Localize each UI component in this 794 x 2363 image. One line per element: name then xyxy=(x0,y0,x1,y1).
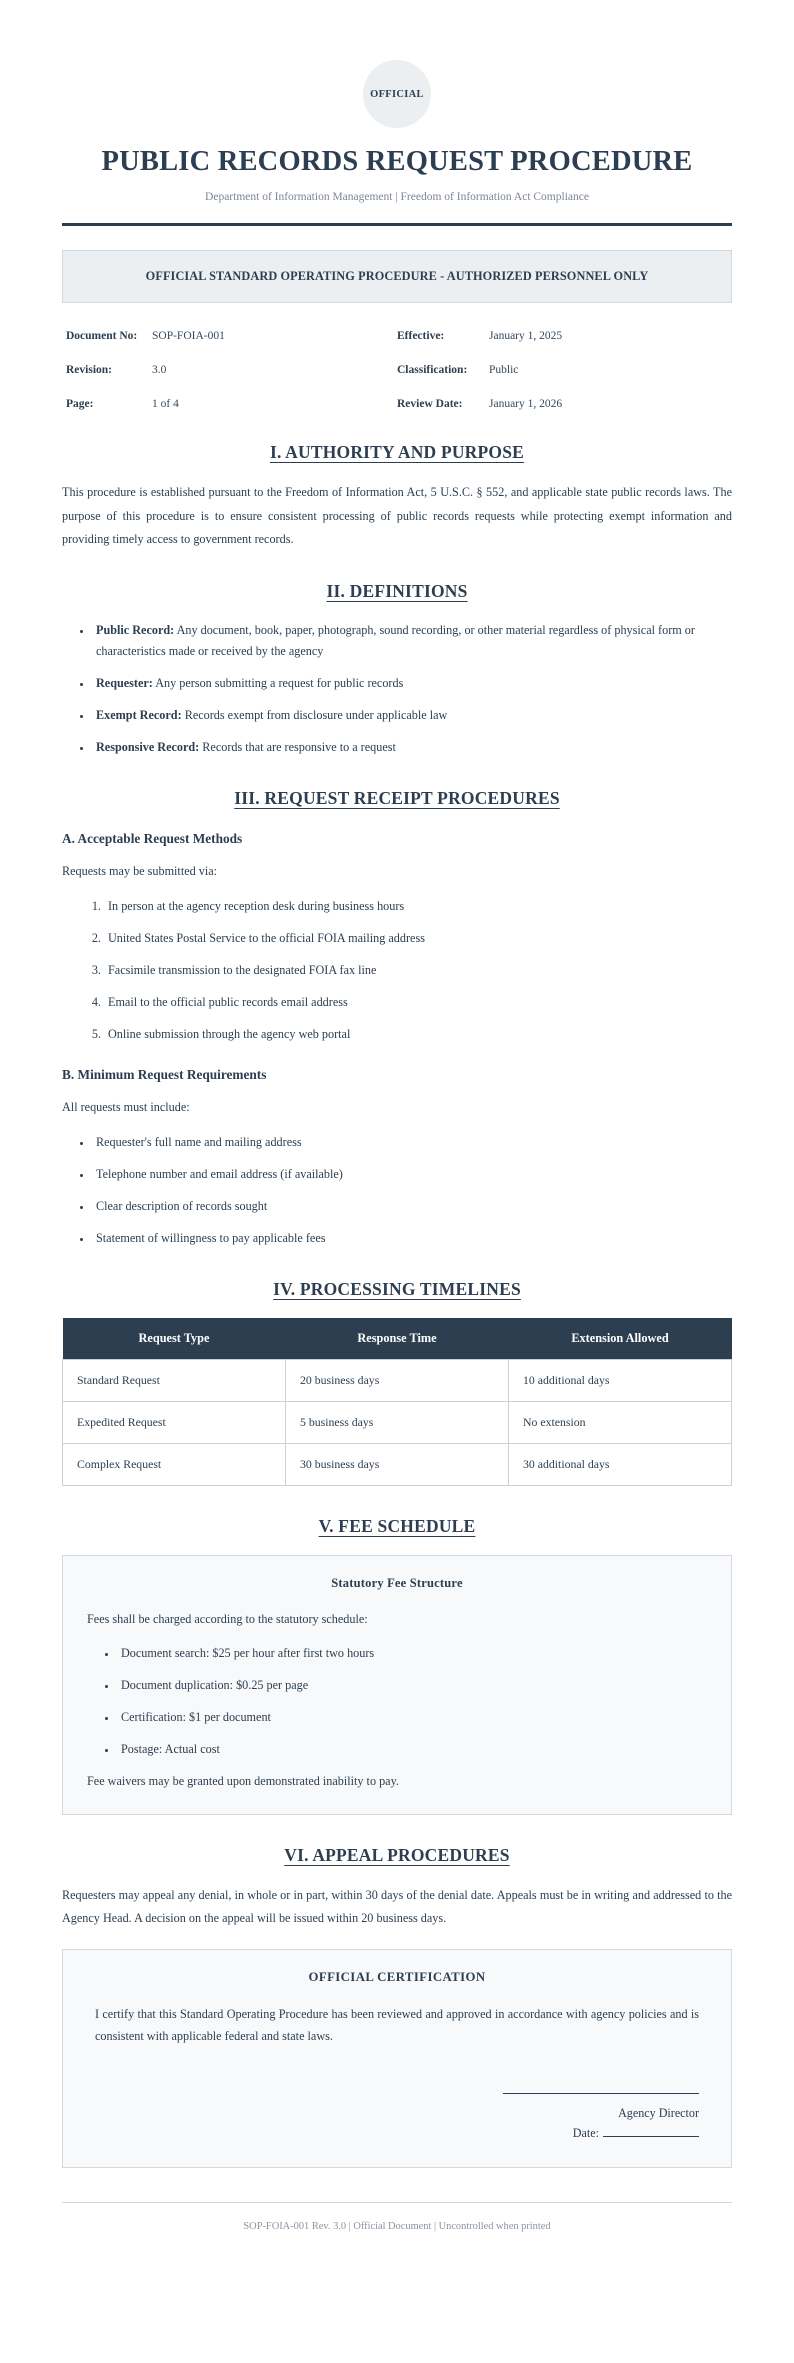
metadata-classification-value: Public xyxy=(489,364,519,377)
column-header-extension-allowed: Extension Allowed xyxy=(509,1318,732,1360)
seal-label: OFFICIAL xyxy=(370,88,424,100)
metadata-review-date-label: Review Date: xyxy=(397,398,463,411)
list-item: • Statement of willingness to pay applicable fees xyxy=(92,1228,732,1249)
definition-text: Records that are responsive to a request xyxy=(199,740,396,755)
cell-extension-allowed: No extension xyxy=(509,1402,732,1444)
list-item: • Postage: Actual cost xyxy=(117,1739,707,1760)
authorization-notice-text: OFFICIAL STANDARD OPERATING PROCEDURE - AUTHORIZED PERSONNEL ONLY xyxy=(145,269,649,284)
definition-term: Requester: xyxy=(96,676,153,691)
minimum-requirements-list xyxy=(62,1132,732,1249)
metadata-effective-value: January 1, 2025 xyxy=(489,330,563,343)
header-divider xyxy=(62,223,732,226)
metadata-review-date xyxy=(397,397,728,412)
list-item: • Telephone number and email address (if available) xyxy=(92,1164,732,1185)
footer-text: SOP-FOIA-001 Rev. 3.0 | Official Document | Uncontrolled when printed xyxy=(243,2220,551,2232)
list-item: • Requester's full name and mailing address xyxy=(92,1132,732,1153)
metadata-revision-value: 3.0 xyxy=(152,364,167,377)
list-item: 3. Facsimile transmission to the designated FOIA fax line xyxy=(104,960,732,981)
section-heading-authority: I. AUTHORITY AND PURPOSE xyxy=(269,442,525,463)
document-header xyxy=(62,34,732,203)
authorization-notice-box xyxy=(62,250,732,303)
date-label: Date: xyxy=(572,2125,599,2140)
definitions-list xyxy=(62,620,732,758)
cell-response-time: 5 business days xyxy=(286,1402,509,1444)
certification-title: OFFICIAL CERTIFICATION xyxy=(308,1969,486,1984)
section-heading-timelines: IV. PROCESSING TIMELINES xyxy=(273,1279,521,1300)
fee-structure-box xyxy=(62,1555,732,1815)
request-methods-list xyxy=(62,896,732,1045)
page-subtitle: Department of Information Management | Freedom of Information Act Compliance xyxy=(205,191,589,204)
section-body-appeal: Requesters may appeal any denial, in whole or in part, within 30 days of the denial date. Appeals must be in writing and addressed to the Agency Head. A decision on the appeal will be issued within 20 business days. xyxy=(62,1887,732,1926)
definition-text: Records exempt from disclosure under applicable law xyxy=(181,708,448,723)
list-item: • Certification: $1 per document xyxy=(117,1707,707,1728)
fee-waiver-note: Fee waivers may be granted upon demonstrated inability to pay. xyxy=(87,1774,399,1789)
signature-date-row xyxy=(89,2126,699,2141)
metadata-document-no-label: Document No: xyxy=(66,330,138,343)
processing-timelines-table xyxy=(62,1318,732,1486)
subsection-heading-minimum-requirements: B. Minimum Request Requirements xyxy=(62,1067,267,1083)
cell-request-type: Complex Request xyxy=(63,1444,286,1486)
fee-items-list xyxy=(87,1643,707,1760)
list-item xyxy=(92,737,732,758)
metadata-document-no-value: SOP-FOIA-001 xyxy=(152,330,225,343)
metadata-classification-label: Classification: xyxy=(397,364,468,377)
cell-response-time: 30 business days xyxy=(286,1444,509,1486)
list-item: 1. In person at the agency reception desk during business hours xyxy=(104,896,732,917)
metadata-page-value: 1 of 4 xyxy=(152,398,179,411)
list-item xyxy=(92,705,732,726)
list-item: 2. United States Postal Service to the official FOIA mailing address xyxy=(104,928,732,949)
signature-role-label: Agency Director xyxy=(618,2105,699,2120)
fee-structure-lead: Fees shall be charged according to the statutory schedule: xyxy=(87,1612,368,1627)
metadata-effective-label: Effective: xyxy=(397,330,445,343)
section-heading-receipt: III. REQUEST RECEIPT PROCEDURES xyxy=(234,788,560,809)
metadata-document-no xyxy=(66,329,397,344)
page-title: PUBLIC RECORDS REQUEST PROCEDURE xyxy=(101,146,693,177)
definition-term: Public Record: xyxy=(96,623,175,638)
table-body xyxy=(63,1360,732,1486)
list-item: • Document search: $25 per hour after first two hours xyxy=(117,1643,707,1664)
cell-extension-allowed: 30 additional days xyxy=(509,1444,732,1486)
definition-term: Exempt Record: xyxy=(96,708,182,723)
table-header-row xyxy=(63,1318,732,1360)
list-item: • Clear description of records sought xyxy=(92,1196,732,1217)
cell-extension-allowed: 10 additional days xyxy=(509,1360,732,1402)
cell-request-type: Expedited Request xyxy=(63,1402,286,1444)
certification-text: I certify that this Standard Operating Procedure has been reviewed and approved in accordance with agency policies and is consistent with applicable federal and state laws. xyxy=(95,2006,699,2044)
column-header-response-time: Response Time xyxy=(286,1318,509,1360)
request-methods-lead: Requests may be submitted via: xyxy=(62,864,218,879)
section-heading-appeal: VI. APPEAL PROCEDURES xyxy=(284,1844,510,1865)
section-heading-fees: V. FEE SCHEDULE xyxy=(318,1516,476,1537)
metadata-classification xyxy=(397,363,728,378)
section-heading-definitions: II. DEFINITIONS xyxy=(326,581,468,602)
list-item: • Document duplication: $0.25 per page xyxy=(117,1675,707,1696)
metadata-review-date-value: January 1, 2026 xyxy=(489,398,563,411)
metadata-effective xyxy=(397,329,728,344)
subsection-heading-request-methods: A. Acceptable Request Methods xyxy=(62,831,243,847)
list-item: 5. Online submission through the agency web portal xyxy=(104,1024,732,1045)
metadata-page-label: Page: xyxy=(66,398,94,411)
date-blank-line xyxy=(603,2136,699,2137)
minimum-requirements-lead: All requests must include: xyxy=(62,1100,190,1115)
table-row xyxy=(63,1444,732,1486)
official-seal-icon xyxy=(363,60,431,128)
table-header xyxy=(63,1318,732,1360)
definition-text: Any document, book, paper, photograph, sound recording, or other material regardless of physical form or characteristics made or received by the agency xyxy=(96,623,695,659)
metadata-revision xyxy=(66,363,397,378)
section-body-authority: This procedure is established pursuant to the Freedom of Information Act, 5 U.S.C. § 552, and applicable state public records laws. The purpose of this procedure is to ensure consistent processing of public records requests while protecting exempt information and providing timely access to government records. xyxy=(62,485,732,547)
table-row xyxy=(63,1402,732,1444)
official-certification-box xyxy=(62,1949,732,2168)
cell-response-time: 20 business days xyxy=(286,1360,509,1402)
signature-area xyxy=(89,2088,705,2141)
definition-term: Responsive Record: xyxy=(96,740,200,755)
footer-divider xyxy=(62,2202,732,2203)
signature-line xyxy=(503,2092,699,2094)
list-item: 4. Email to the official public records email address xyxy=(104,992,732,1013)
metadata-revision-label: Revision: xyxy=(66,364,112,377)
column-header-request-type: Request Type xyxy=(63,1318,286,1360)
list-item xyxy=(92,673,732,694)
table-row xyxy=(63,1360,732,1402)
list-item xyxy=(92,620,732,662)
fee-structure-title: Statutory Fee Structure xyxy=(331,1576,463,1591)
cell-request-type: Standard Request xyxy=(63,1360,286,1402)
metadata-page xyxy=(66,397,397,412)
document-metadata xyxy=(62,329,732,412)
definition-text: Any person submitting a request for public records xyxy=(152,676,404,691)
